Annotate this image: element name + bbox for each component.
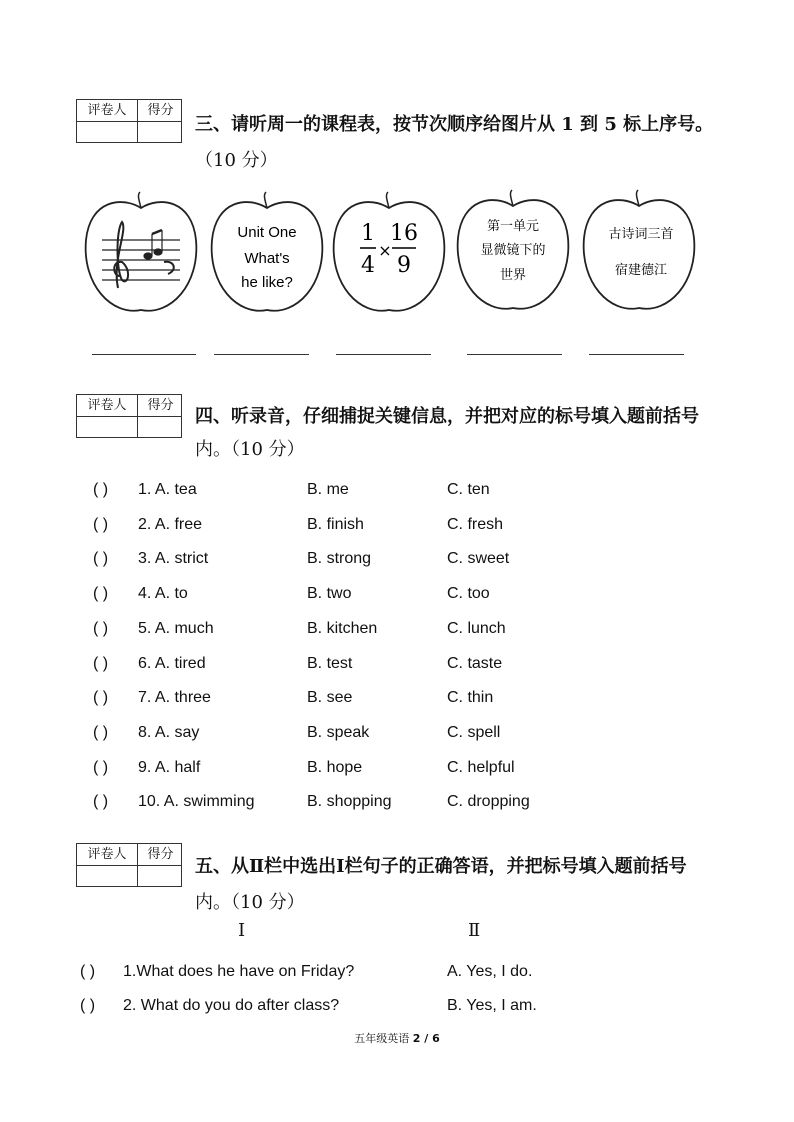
option-b: B. test	[307, 654, 353, 672]
reviewer-label: 评卷人	[77, 100, 138, 121]
answer-parentheses[interactable]: ( )	[93, 585, 109, 603]
option-c: C. too	[447, 585, 490, 603]
question-text: 1.What does he have on Friday?	[123, 963, 355, 980]
section4-title: 四、听录音，仔细捕捉关键信息，并把对应的标号填入题前括号	[195, 406, 699, 427]
page-number: 2 / 6	[412, 1032, 440, 1045]
answer-blank-5[interactable]	[589, 354, 684, 355]
option-b: B. strong	[307, 550, 372, 568]
section4-title-line2: 内。（10 分）	[195, 439, 305, 460]
option-b: B. me	[307, 481, 349, 498]
column-i-header: Ⅰ	[238, 920, 246, 941]
option-a: 3. A. strict	[138, 550, 209, 568]
fraction-b-denominator: 9	[397, 253, 411, 278]
option-a: 10. A. swimming	[138, 793, 255, 811]
reviewer-label: 评卷人	[77, 395, 138, 416]
apple-science-line3: 世界	[499, 268, 527, 283]
apple-english-line3: he like?	[241, 274, 293, 291]
option-c: C. helpful	[447, 758, 515, 776]
apple-science	[454, 188, 572, 318]
answer-parentheses[interactable]: ( )	[93, 723, 109, 741]
answer-blank-3[interactable]	[336, 354, 431, 355]
option-c: C. fresh	[447, 515, 504, 533]
apple-chinese	[580, 188, 698, 318]
answer-parentheses[interactable]: ( )	[93, 689, 109, 707]
section3-points: （10 分）	[195, 150, 278, 171]
score-label: 得分	[147, 398, 174, 413]
apple-math	[330, 190, 448, 320]
answer-blank-1[interactable]	[92, 354, 196, 355]
answer-option: B. Yes, I am.	[447, 997, 537, 1014]
apple-chinese-line1: 古诗词三首	[608, 227, 674, 242]
column-ii-header: Ⅱ	[468, 920, 481, 941]
fraction-b-numerator: 16	[390, 221, 418, 246]
answer-parentheses[interactable]: ( )	[80, 963, 96, 980]
answer-blank-4[interactable]	[467, 354, 562, 355]
reviewer-label: 评卷人	[77, 844, 138, 865]
option-a: 7. A. three	[138, 689, 211, 707]
score-box-section5	[76, 843, 182, 887]
apple-science-line1: 第一单元	[486, 219, 540, 234]
option-a: 2. A. free	[138, 515, 203, 533]
option-b: B. speak	[307, 723, 370, 741]
score-label: 得分	[147, 847, 174, 862]
answer-parentheses[interactable]: ( )	[80, 997, 96, 1014]
answer-parentheses[interactable]: ( )	[93, 515, 109, 533]
option-a: 9. A. half	[138, 758, 201, 776]
apple-science-line2: 显微镜下的	[480, 243, 546, 258]
section3-title: 三、请听周一的课程表，按节次顺序给图片从 1 到 5 标上序号。	[195, 114, 714, 135]
option-b: B. hope	[307, 758, 363, 776]
question-text: 2. What do you do after class?	[123, 997, 340, 1014]
apple-english-line2: What's	[244, 250, 290, 267]
answer-parentheses[interactable]: ( )	[93, 550, 109, 568]
option-a: 8. A. say	[138, 723, 200, 741]
score-label: 得分	[147, 103, 174, 118]
option-b: B. finish	[307, 515, 364, 533]
apple-music	[82, 190, 200, 320]
score-box-section4	[76, 394, 182, 438]
answer-parentheses[interactable]: ( )	[93, 758, 109, 776]
answer-parentheses[interactable]: ( )	[93, 793, 109, 811]
option-a: 6. A. tired	[138, 654, 206, 672]
option-c: C. thin	[447, 689, 494, 707]
footer-label: 五年级英语	[354, 1032, 410, 1045]
option-b: B. two	[307, 585, 352, 603]
answer-option: A. Yes, I do.	[447, 963, 533, 980]
option-a: 4. A. to	[138, 585, 188, 603]
option-a: 5. A. much	[138, 619, 214, 637]
option-b: B. see	[307, 689, 353, 707]
score-box-section3	[76, 99, 182, 143]
apple-english-line1: Unit One	[237, 224, 297, 241]
times-operator: ×	[378, 241, 392, 260]
fraction-a-denominator: 4	[361, 253, 375, 278]
option-c: C. ten	[447, 481, 490, 498]
music-staff-icon	[102, 222, 180, 288]
section5-title: 五、从Ⅱ栏中选出Ⅰ栏句子的正确答语，并把标号填入题前括号	[195, 856, 687, 877]
answer-parentheses[interactable]: ( )	[93, 654, 109, 672]
section5-title-line2: 内。（10 分）	[195, 892, 305, 913]
apple-chinese-line2: 宿建德江	[614, 263, 668, 278]
fraction-a-numerator: 1	[361, 221, 375, 246]
option-a: 1. A. tea	[138, 481, 197, 498]
option-c: C. taste	[447, 654, 503, 672]
option-c: C. sweet	[447, 550, 510, 568]
page-footer	[0, 1030, 794, 1046]
answer-parentheses[interactable]: ( )	[93, 619, 109, 637]
apple-english	[208, 190, 326, 320]
option-c: C. lunch	[447, 619, 506, 637]
option-b: B. kitchen	[307, 619, 378, 637]
answer-parentheses[interactable]: ( )	[93, 481, 109, 498]
answer-blank-2[interactable]	[214, 354, 309, 355]
option-c: C. dropping	[447, 793, 530, 811]
option-b: B. shopping	[307, 793, 392, 811]
option-c: C. spell	[447, 723, 501, 741]
